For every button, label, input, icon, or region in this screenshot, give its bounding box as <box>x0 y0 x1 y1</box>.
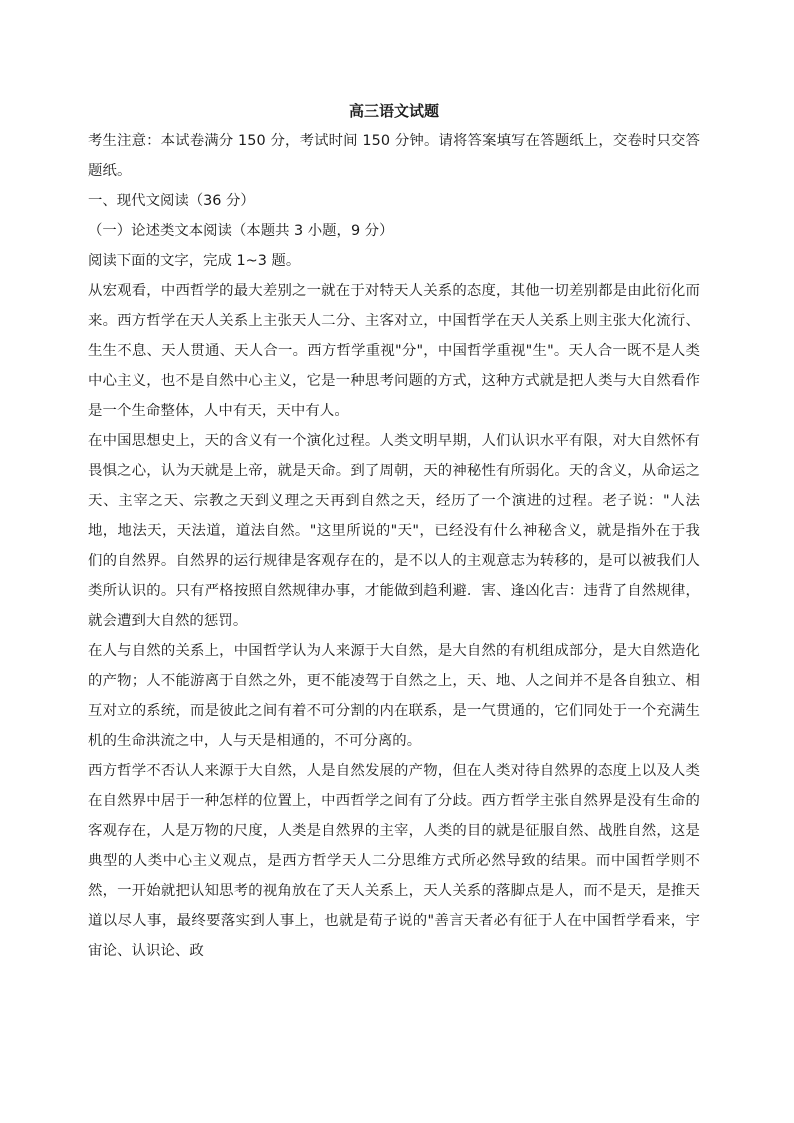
exam-page <box>88 98 700 966</box>
passage-paragraph-4: 西方哲学不否认人来源于大自然，人是自然发展的产物，但在人类对待自然界的态度上以及人类在自然界中居于一种怎样的位置上，中西哲学之间有了分歧。西方哲学主张自然界是没有生命的客观存在，人是万物的尺度，人类是自然界的主宰，人类的目的就是征服自然、战胜自然，这是典型的人类中心主义观点，是西方哲学天人二分思维方式所必然导致的结果。而中国哲学则不然，一开始就把认知思考的视角放在了天人关系上，天人关系的落脚点是人，而不是天，是推天道以尽人事，最终要落实到人事上，也就是荀子说的"善言天者必有征于人在中国哲学看来，宇宙论、认识论、政 <box>88 763 700 959</box>
passage-paragraph-1: 从宏观看，中西哲学的最大差别之一就在于对特天人关系的态度，其他一切差别都是由此衍化而来。西方哲学在天人关系上主张天人二分、主客对立，中国哲学在天人关系上则主张大化流行、生生不息、天人贯通、天人合一。西方哲学重视"分"，中国哲学重视"生"。天人合一既不是人类中心主义，也不是自然中心主义，它是一种思考问题的方式，这种方式就是把人类与大自然看作是一个生命整体，人中有天，天中有人。 <box>88 283 700 419</box>
subsection-heading: （一）论述类文本阅读（本题共 3 小题，9 分） <box>88 223 394 239</box>
section-heading: 一、现代文阅读（36 分） <box>88 193 255 209</box>
passage-paragraph-3: 在人与自然的关系上，中国哲学认为人来源于大自然，是大自然的有机组成部分，是大自然造化的产物；人不能游离于自然之外，更不能凌驾于自然之上，天、地、人之间并不是各自独立、相互对立的系统，而是彼此之间有着不可分割的内在联系，是一气贯通的，它们同处于一个充满生机的生命洪流之中，人与天是相通的，不可分离的。 <box>88 643 700 749</box>
exam-title: 高三语文试题 <box>348 102 439 120</box>
exam-notice: 考生注意：本试卷满分 150 分，考试时间 150 分钟。请将答案填写在答题纸上，交卷时只交答题纸。 <box>88 133 700 179</box>
reading-instruction: 阅读下面的文字，完成 1~3 题。 <box>88 253 301 269</box>
passage-paragraph-2: 在中国思想史上，天的含义有一个演化过程。人类文明早期，人们认识水平有限，对大自然怀有畏惧之心，认为天就是上帝，就是天命。到了周朝，天的神秘性有所弱化。天的含义，从命运之天、主宰之天、宗教之天到义理之天再到自然之天，经历了一个演进的过程。老子说："人法地，地法天，天法道，道法自然。"这里所说的"天"，已经没有什么神秘含义，就是指外在于我们的自然界。自然界的运行规律是客观存在的，是不以人的主观意志为转移的，是可以被我们人类所认识的。只有严格按照自然规律办事，才能做到趋利避．害、逢凶化吉：违背了自然规律，就会遭到大自然的惩罚。 <box>88 433 700 629</box>
